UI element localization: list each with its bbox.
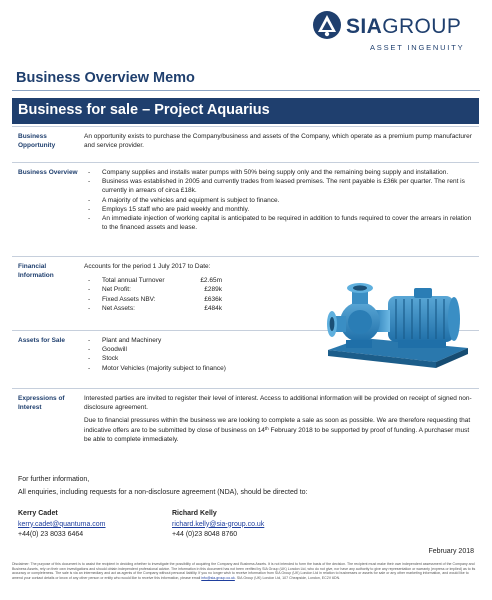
- section-label: Expressions of Interest: [18, 395, 65, 412]
- enquiries-text: All enquiries, including requests for a non-disclosure agreement (NDA), should be directed to:: [18, 489, 308, 496]
- contact-name: Richard Kelly: [172, 510, 217, 517]
- fin-value: £484k: [204, 304, 222, 312]
- fin-value: £289k: [204, 286, 222, 294]
- interest-paragraph-1: Interested parties are invited to register their level of interest. Access to additional information will be provided on receipt of signed non-disclosure agreement.: [84, 395, 472, 412]
- interest-paragraph-2: [84, 416, 476, 444]
- ordinal-suffix: th: [264, 425, 269, 431]
- sia-logo-mark-icon: [312, 10, 342, 40]
- financial-intro: Accounts for the period 1 July 2017 to Date:: [84, 263, 211, 270]
- disclaimer-text-a: Disclaimer: The purpose of this document is to assist the recipient in deciding whether to investigate the possibility of acquiring the Company and Business Assets. It is not intended to form the basis of the decision. The recipient must make their own independent assessment of the Company and Business Assets, rely on their own investigations and should obtain independent professional advice. The information in this document has not been verified by SIA Group (UK) London Ltd, who do not give, nor have any authority to give any representation or warranty (express or implied) as to its accuracy or completeness. The sale is via an intermediary and act as agents of the Company without personal liability. If you no longer wish to receive information from SIA Group (UK) London Ltd in relation to businesses or assets for sale or any other marketing information, and would like to amend your contact details or know of any other person or entity who would like to receive this information, please email: [12, 562, 476, 581]
- assets-list: [84, 336, 314, 373]
- contact-email-link[interactable]: kerry.cadet@quantuma.com: [18, 520, 106, 528]
- overview-content: [84, 168, 476, 233]
- list-item: - Business was established in 2005 and currently trades from leased premises. The rent payable is £36k per quarter. The rent is currently in arrears of circa £18k.: [84, 177, 476, 195]
- list-item: - A majority of the vehicles and equipment is subject to finance.: [84, 196, 476, 205]
- logo-name-bold: SIA: [346, 15, 383, 38]
- list-item: - Stock: [84, 354, 314, 363]
- list-item: [84, 304, 314, 313]
- list-item: - An immediate injection of working capital is anticipated to be required in addition to funds required to cover the arrears in relation to the financed assets and lease.: [84, 214, 476, 232]
- water-pump-image: [318, 266, 476, 376]
- list-item: - Goodwill: [84, 345, 314, 354]
- list-item: - Employs 15 staff who are paid weekly and monthly.: [84, 205, 476, 214]
- financial-list: [84, 276, 314, 313]
- fin-label: Net Assets:: [102, 304, 135, 312]
- list-item: [84, 285, 314, 294]
- disclaimer-text-b: . SIA Group (UK) London Ltd, 107 Cheapside, London, EC2V 6DN.: [234, 576, 341, 581]
- fin-label: Fixed Assets NBV:: [102, 295, 156, 303]
- further-information-text: For further information,: [18, 476, 90, 483]
- list-item: - Company supplies and installs water pumps with 50% being supply only and the remaining being supply and installation.: [84, 168, 476, 177]
- logo-wordmark: [346, 15, 461, 39]
- contact-email-link[interactable]: richard.kelly@sia-group.co.uk: [172, 520, 265, 528]
- opportunity-text: [84, 132, 476, 150]
- section-expressions-of-interest: [12, 388, 479, 472]
- assets-content: [84, 336, 314, 373]
- section-label: Financial Information: [18, 263, 54, 280]
- list-item: [84, 276, 314, 285]
- section-business-overview: [12, 162, 479, 254]
- fin-label: Net Profit:: [102, 286, 131, 294]
- list-item: - Plant and Machinery: [84, 336, 314, 345]
- contact-richard-kelly: [172, 509, 264, 541]
- contact-kerry-cadet: [18, 509, 106, 541]
- logo-name-light: GROUP: [382, 15, 462, 38]
- interest-content: [84, 394, 476, 444]
- opportunity-paragraph: An opportunity exists to purchase the Company/business and assets of the Company, which operate as a premium pump manufacturer and service provider.: [84, 133, 472, 150]
- disclaimer-email-link[interactable]: info@sia-group.co.uk: [201, 576, 235, 581]
- financial-content: [84, 262, 314, 313]
- sia-group-logo: [312, 10, 470, 52]
- interest-text-b: February 2018 to be supported by proof of funding. A purchaser must be able to complete immediately.: [84, 426, 470, 443]
- section-label: Business Opportunity: [18, 133, 56, 150]
- banner-title: Business for sale – Project Aquarius: [12, 98, 479, 124]
- document-date: February 2018: [428, 548, 474, 555]
- logo-tagline: ASSET INGENUITY: [370, 43, 465, 52]
- list-item: - Motor Vehicles (majority subject to finance): [84, 364, 314, 373]
- disclaimer: [12, 562, 480, 581]
- section-business-opportunity: [12, 126, 479, 162]
- interest-text-a: Due to financial pressures within the business we are looking to complete a sale as soon as possible. We are therefore requesting that indicative offers are to be submitted by close of business on 14: [84, 417, 471, 434]
- memo-title: Business Overview Memo: [16, 70, 195, 86]
- fin-value: £2.65m: [200, 277, 222, 285]
- contact-name: Kerry Cadet: [18, 510, 58, 517]
- fin-label: Total annual Turnover: [102, 277, 165, 285]
- section-label: Assets for Sale: [18, 337, 65, 344]
- title-divider: [12, 90, 480, 91]
- overview-list: [84, 168, 476, 233]
- list-item: [84, 295, 314, 304]
- section-label: Business Overview: [18, 169, 78, 176]
- contact-phone: +44(0) 23 8033 6464: [18, 531, 84, 538]
- fin-value: £636k: [204, 295, 222, 303]
- contact-phone: +44 (0)23 8048 8760: [172, 531, 238, 538]
